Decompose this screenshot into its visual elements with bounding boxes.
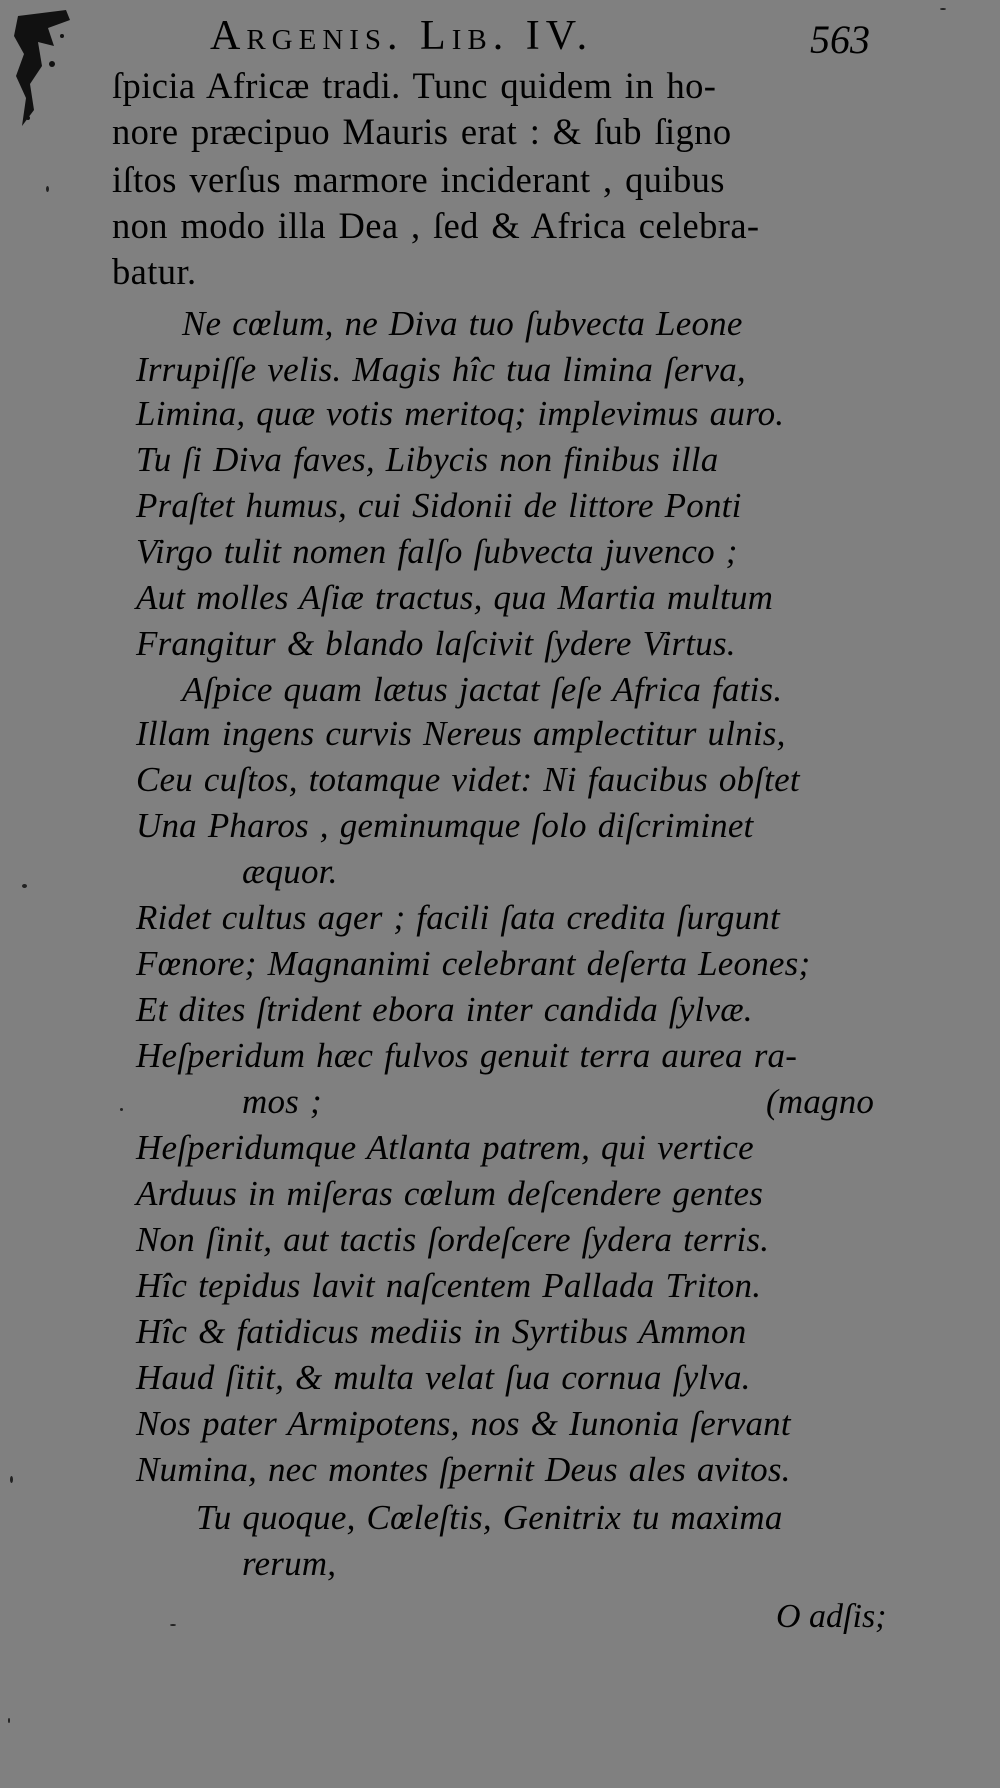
speck-mark bbox=[8, 1718, 10, 1723]
running-head bbox=[0, 12, 1000, 64]
verse-line: Virgo tulit nomen falſo ſubvecta juvenco ; bbox=[136, 532, 738, 571]
verse-line: Praſtet humus, cui Sidonii de littore Ponti bbox=[136, 486, 742, 525]
verse-line: Una Pharos , geminumque ſolo diſcriminet bbox=[136, 806, 754, 845]
verse-line: Irrupiſſe velis. Magis hîc tua limina ſerva, bbox=[136, 350, 746, 389]
verse-line: Hîc & fatidicus mediis in Syrtibus Ammon bbox=[136, 1312, 747, 1351]
verse-turnover: mos ; bbox=[242, 1082, 322, 1121]
verse-line: Aſpice quam lætus jactat ſeſe Africa fatis. bbox=[182, 670, 783, 709]
verse-line: Aut molles Aſiæ tractus, qua Martia multum bbox=[136, 578, 774, 617]
prose-line: batur. bbox=[112, 251, 197, 292]
verse-line: Frangitur & blando laſcivit ſydere Virtus. bbox=[136, 624, 736, 663]
speck-mark bbox=[170, 1624, 176, 1626]
verse-line: Tu quoque, Cœleſtis, Genitrix tu maxima bbox=[196, 1498, 783, 1537]
verse-line: Ceu cuſtos, totamque videt: Ni faucibus obſtet bbox=[136, 760, 800, 799]
verse-line: Nos pater Armipotens, nos & Iunonia ſervant bbox=[136, 1404, 791, 1443]
verse-line: Et dites ſtrident ebora inter candida ſylvæ. bbox=[136, 990, 753, 1029]
prose-line: iſtos verſus marmore inciderant , quibus bbox=[112, 159, 725, 200]
speck-mark bbox=[46, 186, 49, 192]
verse-turnover: rerum, bbox=[242, 1544, 337, 1583]
verse-line: Heſperidum hæc fulvos genuit terra aurea ra- bbox=[136, 1036, 798, 1075]
prose-line: nore præcipuo Mauris erat : & ſub ſigno bbox=[112, 111, 732, 152]
verse-line: Hîc tepidus lavit naſcentem Pallada Triton. bbox=[136, 1266, 762, 1305]
verse-line: Arduus in miſeras cœlum deſcendere gentes bbox=[136, 1174, 764, 1213]
speck-mark bbox=[120, 1108, 123, 1111]
verse-line: Illam ingens curvis Nereus amplectitur ulnis, bbox=[136, 714, 786, 753]
speck-mark bbox=[22, 884, 27, 888]
catchword: O adſis; bbox=[776, 1598, 887, 1635]
verse-turnover: æquor. bbox=[242, 852, 338, 891]
page-number: 563 bbox=[810, 17, 870, 62]
verse-line: Tu ſi Diva faves, Libycis non finibus illa bbox=[136, 440, 719, 479]
verse-line: Limina, quæ votis meritoq; implevimus auro. bbox=[136, 394, 785, 433]
verse-line: Heſperidumque Atlanta patrem, qui vertice bbox=[136, 1128, 754, 1167]
speck-mark bbox=[940, 8, 946, 10]
verse-line: Ne cœlum, ne Diva tuo ſubvecta Leone bbox=[182, 304, 743, 343]
verse-line: Haud ſitit, & multa velat ſua cornua ſylva. bbox=[136, 1358, 751, 1397]
verse-line: Non ſinit, aut tactis ſordeſcere ſydera terris. bbox=[136, 1220, 770, 1259]
prose-line: ſpicia Africæ tradi. Tunc quidem in ho- bbox=[112, 65, 717, 106]
running-head-title: Argenis. Lib. IV. bbox=[210, 13, 594, 59]
verse-line: Numina, nec montes ſpernit Deus ales avitos. bbox=[136, 1450, 791, 1489]
prose-line: non modo illa Dea , ſed & Africa celebra- bbox=[112, 205, 760, 246]
verse-turnover: (magno bbox=[766, 1082, 875, 1121]
speck-mark bbox=[10, 1476, 13, 1483]
verse-line: Ridet cultus ager ; facili ſata credita ſurgunt bbox=[136, 898, 780, 937]
verse-line: Fœnore; Magnanimi celebrant deſerta Leones; bbox=[136, 944, 811, 983]
